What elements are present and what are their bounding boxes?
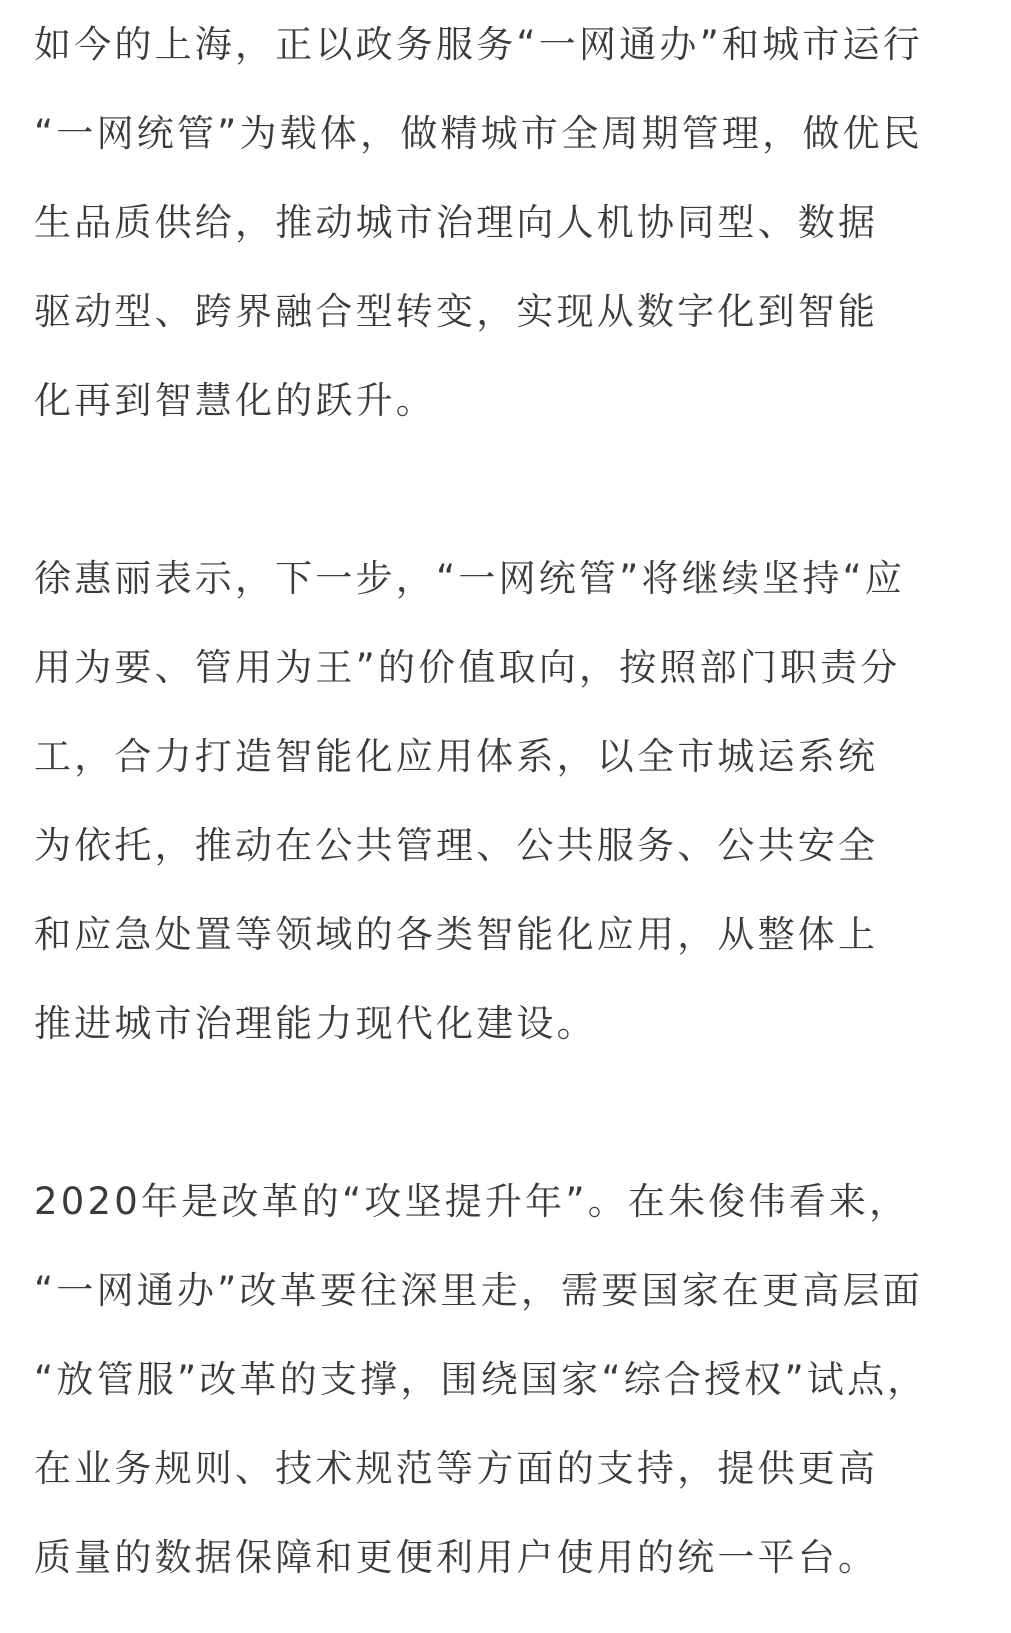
paragraph-line: 徐惠丽表示，下一步，“一网统管”将继续坚持“应	[34, 557, 906, 600]
paragraph-line: 用为要、管用为王”的价值取向，按照部门职责分	[34, 646, 901, 689]
paragraph-3	[34, 1157, 980, 1602]
paragraph-line: 驱动型、跨界融合型转变，实现从数字化到智能	[34, 290, 879, 333]
paragraph-line: 化再到智慧化的跃升。	[34, 379, 436, 422]
paragraph-line: “一网通办”改革要往深里走，需要国家在更高层面	[34, 1269, 923, 1312]
article-body	[34, 0, 980, 1602]
paragraph-line: 和应急处置等领域的各类智能化应用，从整体上	[34, 913, 879, 956]
paragraph-1	[34, 0, 980, 445]
paragraph-line: 工，合力打造智能化应用体系，以全市城运系统	[34, 735, 879, 778]
paragraph-line: “一网统管”为载体，做精城市全周期管理，做优民	[34, 112, 923, 155]
paragraph-line: 推进城市治理能力现代化建设。	[34, 1002, 597, 1045]
paragraph-line: 如今的上海，正以政务服务“一网通办”和城市运行	[34, 23, 923, 66]
paragraph-2	[34, 534, 980, 1068]
paragraph-line: 在业务规则、技术规范等方面的支持，提供更高	[34, 1447, 879, 1490]
paragraph-line: 为依托，推动在公共管理、公共服务、公共安全	[34, 824, 879, 867]
paragraph-line: “放管服”改革的支撑，围绕国家“综合授权”试点，	[34, 1358, 928, 1401]
paragraph-line: 生品质供给，推动城市治理向人机协同型、数据	[34, 201, 879, 244]
paragraph-line: 质量的数据保障和更便利用户使用的统一平台。	[34, 1536, 879, 1579]
paragraph-line: 2020年是改革的“攻坚提升年”。在朱俊伟看来，	[34, 1180, 910, 1223]
